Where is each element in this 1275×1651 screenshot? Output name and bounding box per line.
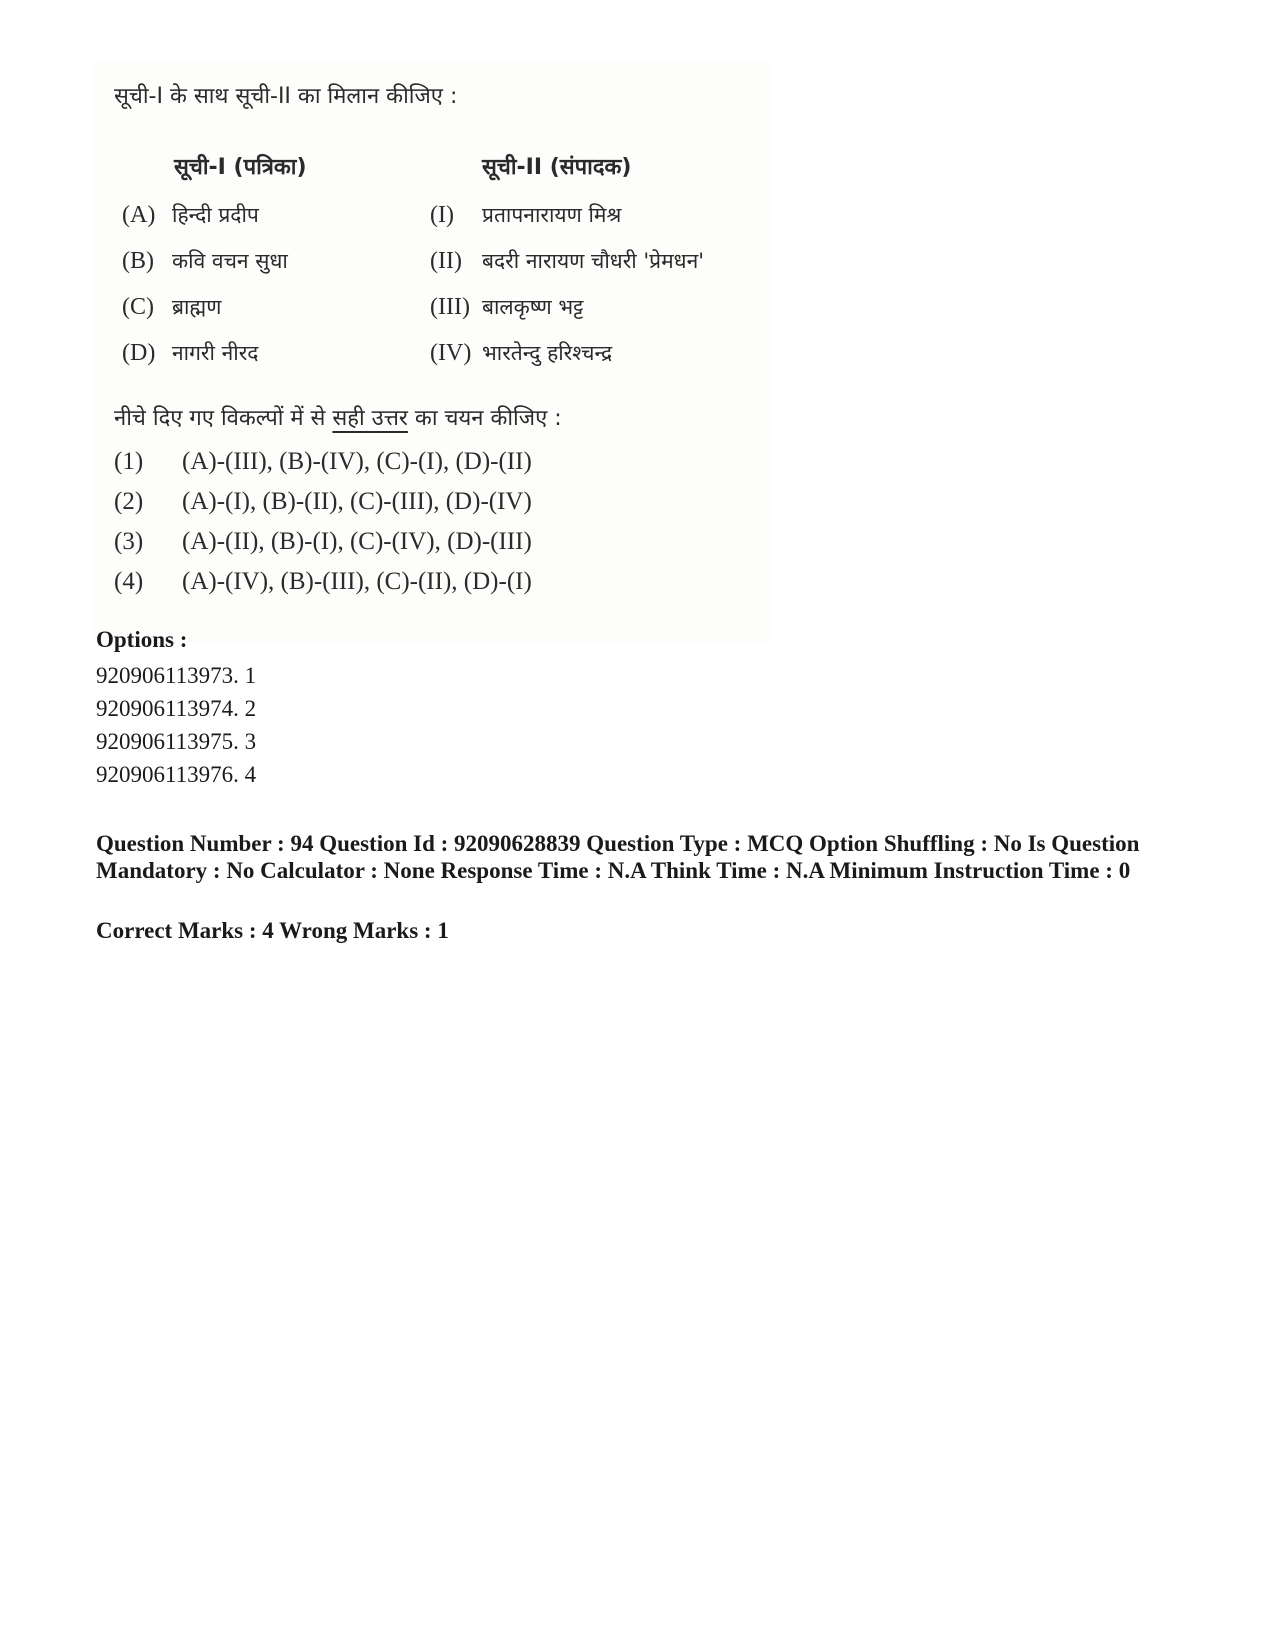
- answer-choice: [114, 522, 532, 562]
- options-list: [96, 659, 256, 791]
- option-item: 920906113974. 2: [96, 696, 257, 721]
- choice-text: (A)-(I), (B)-(II), (C)-(III), (D)-(IV): [182, 488, 532, 515]
- list2-label: (II): [430, 247, 462, 274]
- list2-item: बालकृष्ण भट्ट: [482, 295, 584, 319]
- question-image: [92, 62, 772, 642]
- answer-choice: [114, 562, 532, 602]
- list1-item: कवि वचन सुधा: [172, 249, 288, 273]
- table-row: [122, 284, 704, 330]
- list2-label: (III): [430, 293, 470, 320]
- choose-text-pre: नीचे दिए गए विकल्पों में से: [114, 406, 333, 431]
- options-heading: Options :: [96, 627, 188, 652]
- list2-item: बदरी नारायण चौधरी 'प्रेमधन': [482, 249, 705, 273]
- choose-text-underlined: सही उत्तर: [332, 406, 408, 431]
- table-row: [122, 330, 704, 376]
- option-item: 920906113975. 3: [96, 729, 257, 754]
- match-table: [122, 140, 704, 376]
- match-instruction: सूची-I के साथ सूची-II का मिलान कीजिए :: [114, 84, 458, 109]
- list2-item: भारतेन्दु हरिश्चन्द्र: [482, 341, 613, 365]
- choice-text: (A)-(III), (B)-(IV), (C)-(I), (D)-(II): [182, 448, 532, 475]
- option-item: 920906113976. 4: [96, 762, 257, 787]
- choice-number: (1): [114, 448, 144, 475]
- list1-header: सूची-I (पत्रिका): [174, 155, 307, 180]
- question-metadata: Question Number : 94 Question Id : 92090628839 Question Type : MCQ Option Shuffling : No Is Question Mandatory : No Calculator : None Response Time : N.A Think Time : N.A Minimum Instruction Time : 0: [96, 831, 1140, 883]
- choose-text-post: का चयन कीजिए :: [407, 406, 562, 431]
- choose-instruction: [114, 402, 562, 432]
- list2-label: (IV): [430, 339, 472, 366]
- table-row: [122, 192, 704, 238]
- list1-label: (C): [122, 293, 154, 320]
- list2-header: सूची-II (संपादक): [482, 155, 632, 180]
- answer-choices: [114, 442, 532, 602]
- list1-label: (D): [122, 339, 156, 366]
- choice-number: (4): [114, 568, 144, 595]
- choice-text: (A)-(IV), (B)-(III), (C)-(II), (D)-(I): [182, 568, 532, 595]
- choice-number: (2): [114, 488, 144, 515]
- table-row: [122, 238, 704, 284]
- marks-info: Correct Marks : 4 Wrong Marks : 1: [96, 918, 449, 943]
- option-item: 920906113973. 1: [96, 663, 257, 688]
- list1-item: हिन्दी प्रदीप: [172, 203, 259, 227]
- choice-text: (A)-(II), (B)-(I), (C)-(IV), (D)-(III): [182, 528, 532, 555]
- table-header: [122, 140, 704, 192]
- list1-label: (B): [122, 247, 154, 274]
- answer-choice: [114, 442, 532, 482]
- list2-item: प्रतापनारायण मिश्र: [482, 203, 622, 227]
- choice-number: (3): [114, 528, 144, 555]
- list1-item: नागरी नीरद: [172, 341, 259, 365]
- list2-label: (I): [430, 201, 454, 228]
- list1-item: ब्राह्मण: [172, 295, 222, 319]
- answer-choice: [114, 482, 532, 522]
- list1-label: (A): [122, 201, 156, 228]
